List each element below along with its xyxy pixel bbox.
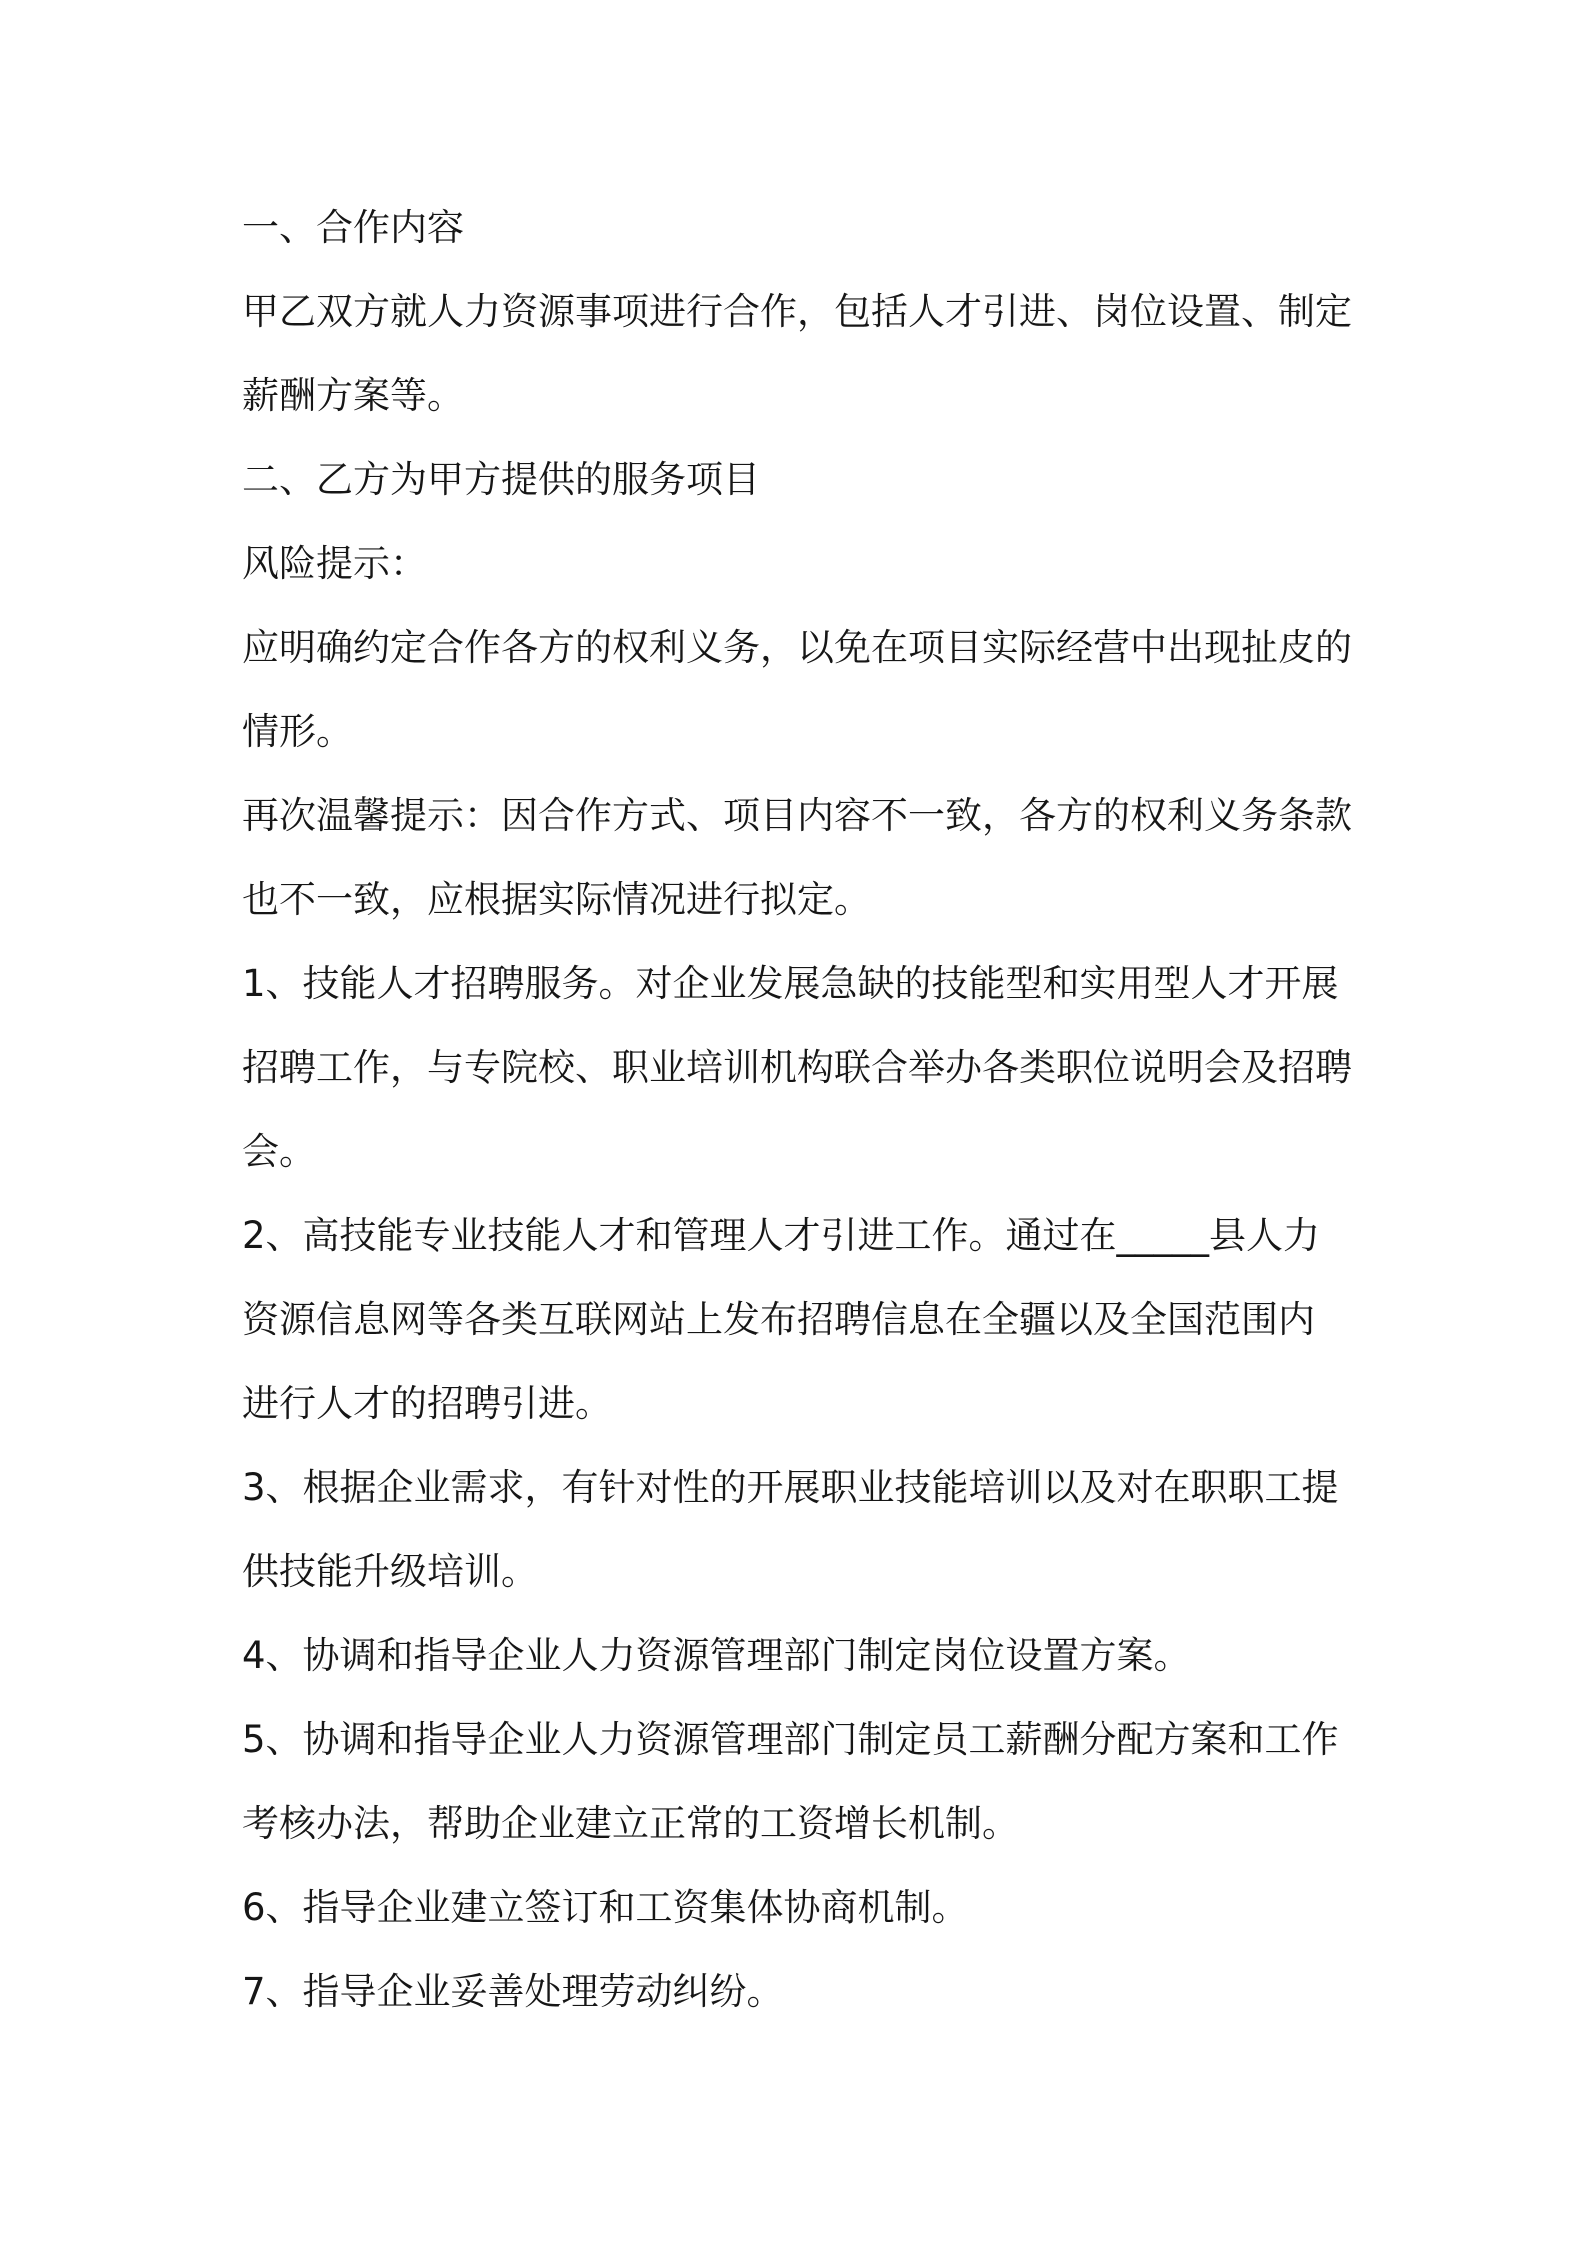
text-line: 进行人才的招聘引进。 xyxy=(242,1382,612,1425)
text-line: 供技能升级培训。 xyxy=(242,1550,538,1593)
text-line: 4、协调和指导企业人力资源管理部门制定岗位设置方案。 xyxy=(242,1634,1191,1677)
text-line: 情形。 xyxy=(242,710,353,753)
text-line: 2、高技能专业技能人才和管理人才引进工作。通过在_____县人力 xyxy=(242,1214,1321,1257)
text-line: 会。 xyxy=(242,1130,316,1173)
service-item-5 xyxy=(242,1698,1442,1866)
text-line: 甲乙双方就人力资源事项进行合作，包括人才引进、岗位设置、制定 xyxy=(242,290,1352,333)
text-line: 再次温馨提示：因合作方式、项目内容不一致，各方的权利义务条款 xyxy=(242,794,1352,837)
service-item-7 xyxy=(242,1950,1442,2034)
heading-cooperation-content xyxy=(242,186,1442,270)
service-item-2 xyxy=(242,1194,1442,1446)
text-line: 资源信息网等各类互联网站上发布招聘信息在全疆以及全国范围内 xyxy=(242,1298,1315,1341)
text-line: 风险提示： xyxy=(242,542,427,585)
text-line: 应明确约定合作各方的权利义务，以免在项目实际经营中出现扯皮的 xyxy=(242,626,1352,669)
service-item-1 xyxy=(242,942,1442,1194)
risk-notice-label xyxy=(242,522,1442,606)
text-line: 3、根据企业需求，有针对性的开展职业技能培训以及对在职职工提 xyxy=(242,1466,1339,1509)
text-line: 招聘工作，与专院校、职业培训机构联合举办各类职位说明会及招聘 xyxy=(242,1046,1352,1089)
text-line: 7、指导企业妥善处理劳动纠纷。 xyxy=(242,1970,784,2013)
document-body xyxy=(242,186,1442,2034)
text-line: 薪酬方案等。 xyxy=(242,374,464,417)
text-line: 6、指导企业建立签订和工资集体协商机制。 xyxy=(242,1886,969,1929)
reminder-notice-text xyxy=(242,774,1442,942)
text-line: 5、协调和指导企业人力资源管理部门制定员工薪酬分配方案和工作 xyxy=(242,1718,1339,1761)
heading-service-items xyxy=(242,438,1442,522)
text-line: 考核办法，帮助企业建立正常的工资增长机制。 xyxy=(242,1802,1019,1845)
paragraph-cooperation-scope xyxy=(242,270,1442,438)
risk-notice-text xyxy=(242,606,1442,774)
text-line: 也不一致，应根据实际情况进行拟定。 xyxy=(242,878,871,921)
service-item-3 xyxy=(242,1446,1442,1614)
service-item-4 xyxy=(242,1614,1442,1698)
text-line: 二、乙方为甲方提供的服务项目 xyxy=(242,458,760,501)
text-line: 1、技能人才招聘服务。对企业发展急缺的技能型和实用型人才开展 xyxy=(242,962,1339,1005)
service-item-6 xyxy=(242,1866,1442,1950)
text-line: 一、合作内容 xyxy=(242,206,464,249)
